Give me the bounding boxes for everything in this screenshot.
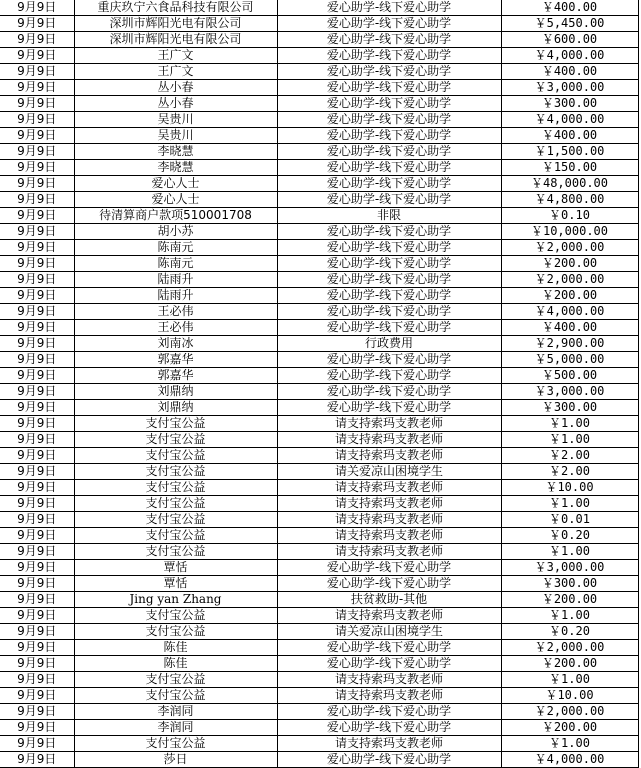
table-row [0,288,638,304]
donor-name-cell[interactable]: 深圳市辉阳光电有限公司 [74,32,277,48]
donor-name-cell[interactable]: 郭嘉华 [74,368,277,384]
table-row [0,656,638,672]
table-row [0,112,638,128]
date-cell[interactable]: 9月9日 [0,48,74,64]
amount-cell[interactable]: ￥2,900.00 [501,336,638,352]
table-row [0,176,638,192]
donor-name-cell[interactable]: 支付宝公益 [74,432,277,448]
amount-cell[interactable]: ￥4,800.00 [501,192,638,208]
project-cell[interactable]: 请支持索玛支教老师 [277,544,501,560]
donor-name-cell[interactable]: 陈佳 [74,640,277,656]
donor-name-cell[interactable]: 郭嘉华 [74,352,277,368]
project-cell[interactable]: 爱心助学-线下爱心助学 [277,80,501,96]
date-cell[interactable]: 9月9日 [0,480,74,496]
date-cell[interactable]: 9月9日 [0,336,74,352]
project-cell[interactable]: 请支持索玛支教老师 [277,608,501,624]
table-row [0,528,638,544]
amount-cell[interactable]: ￥2,000.00 [501,240,638,256]
project-cell[interactable]: 爱心助学-线下爱心助学 [277,400,501,416]
donor-name-cell[interactable]: 胡小苏 [74,224,277,240]
donor-name-cell[interactable]: 支付宝公益 [74,672,277,688]
table-row [0,320,638,336]
table-row [0,480,638,496]
date-cell[interactable]: 9月9日 [0,192,74,208]
amount-cell[interactable]: ￥1.00 [501,672,638,688]
donor-name-cell[interactable]: 李晓慧 [74,144,277,160]
project-cell[interactable]: 爱心助学-线下爱心助学 [277,640,501,656]
amount-cell[interactable]: ￥300.00 [501,576,638,592]
donor-name-cell[interactable]: 支付宝公益 [74,464,277,480]
table-row [0,752,638,768]
project-cell[interactable]: 请支持索玛支教老师 [277,416,501,432]
date-cell[interactable]: 9月9日 [0,464,74,480]
date-cell[interactable]: 9月9日 [0,32,74,48]
amount-cell[interactable]: ￥200.00 [501,656,638,672]
amount-cell[interactable]: ￥0.10 [501,208,638,224]
project-cell[interactable]: 请支持索玛支教老师 [277,480,501,496]
donor-name-cell[interactable]: 李晓慧 [74,160,277,176]
amount-cell[interactable]: ￥2.00 [501,464,638,480]
amount-cell[interactable]: ￥1,500.00 [501,144,638,160]
donor-name-cell[interactable]: 莎日 [74,752,277,768]
project-cell[interactable]: 爱心助学-线下爱心助学 [277,0,501,16]
project-cell[interactable]: 爱心助学-线下爱心助学 [277,704,501,720]
donor-name-cell[interactable]: 支付宝公益 [74,512,277,528]
table-row [0,400,638,416]
table-row [0,0,638,16]
table-row [0,544,638,560]
amount-cell[interactable]: ￥5,450.00 [501,16,638,32]
table-row [0,80,638,96]
project-cell[interactable]: 爱心助学-线下爱心助学 [277,368,501,384]
amount-cell[interactable]: ￥600.00 [501,32,638,48]
table-row [0,160,638,176]
table-row [0,336,638,352]
project-cell[interactable]: 行政费用 [277,336,501,352]
date-cell[interactable]: 9月9日 [0,128,74,144]
donor-name-cell[interactable]: 王必伟 [74,304,277,320]
table-row [0,432,638,448]
date-cell[interactable]: 9月9日 [0,144,74,160]
table-row [0,16,638,32]
donor-name-cell[interactable]: 陆雨升 [74,272,277,288]
donor-name-cell[interactable]: Jing yan Zhang [74,592,277,608]
amount-cell[interactable]: ￥150.00 [501,160,638,176]
amount-cell[interactable]: ￥500.00 [501,368,638,384]
table-row [0,512,638,528]
donor-name-cell[interactable]: 丛小春 [74,80,277,96]
project-cell[interactable]: 爱心助学-线下爱心助学 [277,96,501,112]
amount-cell[interactable]: ￥1.00 [501,432,638,448]
project-cell[interactable]: 请支持索玛支教老师 [277,432,501,448]
table-row [0,224,638,240]
donor-name-cell[interactable]: 王广文 [74,48,277,64]
project-cell[interactable]: 爱心助学-线下爱心助学 [277,256,501,272]
amount-cell[interactable]: ￥10,000.00 [501,224,638,240]
donor-name-cell[interactable]: 陈南元 [74,240,277,256]
project-cell[interactable]: 爱心助学-线下爱心助学 [277,128,501,144]
date-cell[interactable]: 9月9日 [0,240,74,256]
project-cell[interactable]: 爱心助学-线下爱心助学 [277,16,501,32]
table-row [0,640,638,656]
date-cell[interactable]: 9月9日 [0,272,74,288]
project-cell[interactable]: 爱心助学-线下爱心助学 [277,304,501,320]
donor-name-cell[interactable]: 深圳市辉阳光电有限公司 [74,16,277,32]
project-cell[interactable]: 爱心助学-线下爱心助学 [277,32,501,48]
date-cell[interactable]: 9月9日 [0,352,74,368]
donor-name-cell[interactable]: 刘鼎纳 [74,384,277,400]
amount-cell[interactable]: ￥400.00 [501,64,638,80]
amount-cell[interactable]: ￥2,000.00 [501,640,638,656]
amount-cell[interactable]: ￥0.01 [501,512,638,528]
amount-cell[interactable]: ￥400.00 [501,128,638,144]
amount-cell[interactable]: ￥10.00 [501,480,638,496]
table-row [0,688,638,704]
table-row [0,256,638,272]
date-cell[interactable]: 9月9日 [0,672,74,688]
project-cell[interactable]: 爱心助学-线下爱心助学 [277,160,501,176]
donor-name-cell[interactable]: 王广文 [74,64,277,80]
project-cell[interactable]: 扶贫救助-其他 [277,592,501,608]
table-row [0,192,638,208]
amount-cell[interactable]: ￥2,000.00 [501,272,638,288]
donor-name-cell[interactable]: 支付宝公益 [74,416,277,432]
date-cell[interactable]: 9月9日 [0,640,74,656]
donor-name-cell[interactable]: 吴贵川 [74,128,277,144]
date-cell[interactable]: 9月9日 [0,576,74,592]
donor-name-cell[interactable]: 爱心人士 [74,192,277,208]
amount-cell[interactable]: ￥300.00 [501,400,638,416]
amount-cell[interactable]: ￥300.00 [501,96,638,112]
donor-name-cell[interactable]: 覃恬 [74,560,277,576]
date-cell[interactable]: 9月9日 [0,304,74,320]
date-cell[interactable]: 9月9日 [0,176,74,192]
table-row [0,144,638,160]
date-cell[interactable]: 9月9日 [0,416,74,432]
table-row [0,368,638,384]
date-cell[interactable]: 9月9日 [0,624,74,640]
donor-name-cell[interactable]: 覃恬 [74,576,277,592]
date-cell[interactable]: 9月9日 [0,160,74,176]
donor-name-cell[interactable]: 支付宝公益 [74,608,277,624]
project-cell[interactable]: 爱心助学-线下爱心助学 [277,656,501,672]
date-cell[interactable]: 9月9日 [0,208,74,224]
date-cell[interactable]: 9月9日 [0,496,74,512]
table-row [0,352,638,368]
project-cell[interactable]: 爱心助学-线下爱心助学 [277,192,501,208]
project-cell[interactable]: 非限 [277,208,501,224]
amount-cell[interactable]: ￥1.00 [501,544,638,560]
amount-cell[interactable]: ￥3,000.00 [501,560,638,576]
table-row [0,96,638,112]
donor-name-cell[interactable]: 支付宝公益 [74,544,277,560]
project-cell[interactable]: 爱心助学-线下爱心助学 [277,48,501,64]
amount-cell[interactable]: ￥4,000.00 [501,752,638,768]
date-cell[interactable]: 9月9日 [0,224,74,240]
date-cell[interactable]: 9月9日 [0,288,74,304]
project-cell[interactable]: 爱心助学-线下爱心助学 [277,112,501,128]
project-cell[interactable]: 爱心助学-线下爱心助学 [277,352,501,368]
date-cell[interactable]: 9月9日 [0,448,74,464]
donor-name-cell[interactable]: 爱心人士 [74,176,277,192]
project-cell[interactable]: 请支持索玛支教老师 [277,512,501,528]
date-cell[interactable]: 9月9日 [0,384,74,400]
table-row [0,48,638,64]
project-cell[interactable]: 爱心助学-线下爱心助学 [277,320,501,336]
amount-cell[interactable]: ￥1.00 [501,736,638,752]
donor-name-cell[interactable]: 支付宝公益 [74,480,277,496]
project-cell[interactable]: 请支持索玛支教老师 [277,496,501,512]
donor-name-cell[interactable]: 李润同 [74,720,277,736]
date-cell[interactable]: 9月9日 [0,112,74,128]
project-cell[interactable]: 爱心助学-线下爱心助学 [277,752,501,768]
project-cell[interactable]: 请支持索玛支教老师 [277,688,501,704]
amount-cell[interactable]: ￥400.00 [501,0,638,16]
amount-cell[interactable]: ￥200.00 [501,720,638,736]
table-row [0,704,638,720]
table-row [0,272,638,288]
project-cell[interactable]: 爱心助学-线下爱心助学 [277,720,501,736]
donor-name-cell[interactable]: 刘鼎纳 [74,400,277,416]
table-row [0,592,638,608]
donor-name-cell[interactable]: 重庆玖宁六食品科技有限公司 [74,0,277,16]
project-cell[interactable]: 爱心助学-线下爱心助学 [277,240,501,256]
project-cell[interactable]: 请支持索玛支教老师 [277,736,501,752]
date-cell[interactable]: 9月9日 [0,688,74,704]
project-cell[interactable]: 爱心助学-线下爱心助学 [277,560,501,576]
date-cell[interactable]: 9月9日 [0,16,74,32]
project-cell[interactable]: 请支持索玛支教老师 [277,448,501,464]
donor-name-cell[interactable]: 陆雨升 [74,288,277,304]
table-row [0,416,638,432]
date-cell[interactable]: 9月9日 [0,736,74,752]
table-row [0,304,638,320]
table-row [0,560,638,576]
amount-cell[interactable]: ￥3,000.00 [501,80,638,96]
donor-name-cell[interactable]: 刘南冰 [74,336,277,352]
donor-name-cell[interactable]: 支付宝公益 [74,528,277,544]
table-row [0,624,638,640]
date-cell[interactable]: 9月9日 [0,64,74,80]
amount-cell[interactable]: ￥3,000.00 [501,384,638,400]
date-cell[interactable]: 9月9日 [0,432,74,448]
donor-name-cell[interactable]: 支付宝公益 [74,736,277,752]
amount-cell[interactable]: ￥1.00 [501,416,638,432]
date-cell[interactable]: 9月9日 [0,528,74,544]
project-cell[interactable]: 请支持索玛支教老师 [277,672,501,688]
donor-name-cell[interactable]: 支付宝公益 [74,624,277,640]
amount-cell[interactable]: ￥1.00 [501,496,638,512]
donor-name-cell[interactable]: 吴贵川 [74,112,277,128]
date-cell[interactable]: 9月9日 [0,96,74,112]
date-cell[interactable]: 9月9日 [0,512,74,528]
project-cell[interactable]: 请关爱凉山困境学生 [277,464,501,480]
table-row [0,672,638,688]
table-row [0,736,638,752]
table-row [0,128,638,144]
project-cell[interactable]: 爱心助学-线下爱心助学 [277,576,501,592]
date-cell[interactable]: 9月9日 [0,704,74,720]
donor-name-cell[interactable]: 丛小春 [74,96,277,112]
date-cell[interactable]: 9月9日 [0,560,74,576]
amount-cell[interactable]: ￥0.20 [501,624,638,640]
donor-name-cell[interactable]: 陈佳 [74,656,277,672]
amount-cell[interactable]: ￥1.00 [501,608,638,624]
table-row [0,720,638,736]
table-row [0,576,638,592]
date-cell[interactable]: 9月9日 [0,320,74,336]
table-row [0,496,638,512]
project-cell[interactable]: 爱心助学-线下爱心助学 [277,272,501,288]
table-row [0,64,638,80]
amount-cell[interactable]: ￥200.00 [501,592,638,608]
date-cell[interactable]: 9月9日 [0,608,74,624]
date-cell[interactable]: 9月9日 [0,256,74,272]
donor-name-cell[interactable]: 王必伟 [74,320,277,336]
table-row [0,464,638,480]
donor-name-cell[interactable]: 支付宝公益 [74,688,277,704]
table-row [0,208,638,224]
table-row [0,32,638,48]
donor-name-cell[interactable]: 李润同 [74,704,277,720]
date-cell[interactable]: 9月9日 [0,720,74,736]
date-cell[interactable]: 9月9日 [0,0,74,16]
amount-cell[interactable]: ￥4,000.00 [501,112,638,128]
amount-cell[interactable]: ￥0.20 [501,528,638,544]
amount-cell[interactable]: ￥2.00 [501,448,638,464]
project-cell[interactable]: 爱心助学-线下爱心助学 [277,384,501,400]
date-cell[interactable]: 9月9日 [0,400,74,416]
table-row [0,608,638,624]
amount-cell[interactable]: ￥200.00 [501,288,638,304]
project-cell[interactable]: 爱心助学-线下爱心助学 [277,64,501,80]
project-cell[interactable]: 爱心助学-线下爱心助学 [277,144,501,160]
donor-name-cell[interactable]: 待清算商户款项510001708 [74,208,277,224]
date-cell[interactable]: 9月9日 [0,80,74,96]
date-cell[interactable]: 9月9日 [0,368,74,384]
project-cell[interactable]: 爱心助学-线下爱心助学 [277,288,501,304]
donor-name-cell[interactable]: 支付宝公益 [74,448,277,464]
project-cell[interactable]: 请支持索玛支教老师 [277,528,501,544]
amount-cell[interactable]: ￥10.00 [501,688,638,704]
amount-cell[interactable]: ￥200.00 [501,256,638,272]
date-cell[interactable]: 9月9日 [0,592,74,608]
project-cell[interactable]: 爱心助学-线下爱心助学 [277,176,501,192]
date-cell[interactable]: 9月9日 [0,544,74,560]
amount-cell[interactable]: ￥400.00 [501,320,638,336]
amount-cell[interactable]: ￥48,000.00 [501,176,638,192]
amount-cell[interactable]: ￥4,000.00 [501,304,638,320]
project-cell[interactable]: 爱心助学-线下爱心助学 [277,224,501,240]
project-cell[interactable]: 请关爱凉山困境学生 [277,624,501,640]
donor-name-cell[interactable]: 支付宝公益 [74,496,277,512]
amount-cell[interactable]: ￥2,000.00 [501,704,638,720]
donor-name-cell[interactable]: 陈南元 [74,256,277,272]
table-row [0,240,638,256]
amount-cell[interactable]: ￥4,000.00 [501,48,638,64]
date-cell[interactable]: 9月9日 [0,752,74,768]
amount-cell[interactable]: ￥5,000.00 [501,352,638,368]
date-cell[interactable]: 9月9日 [0,656,74,672]
table-row [0,448,638,464]
table-row [0,384,638,400]
